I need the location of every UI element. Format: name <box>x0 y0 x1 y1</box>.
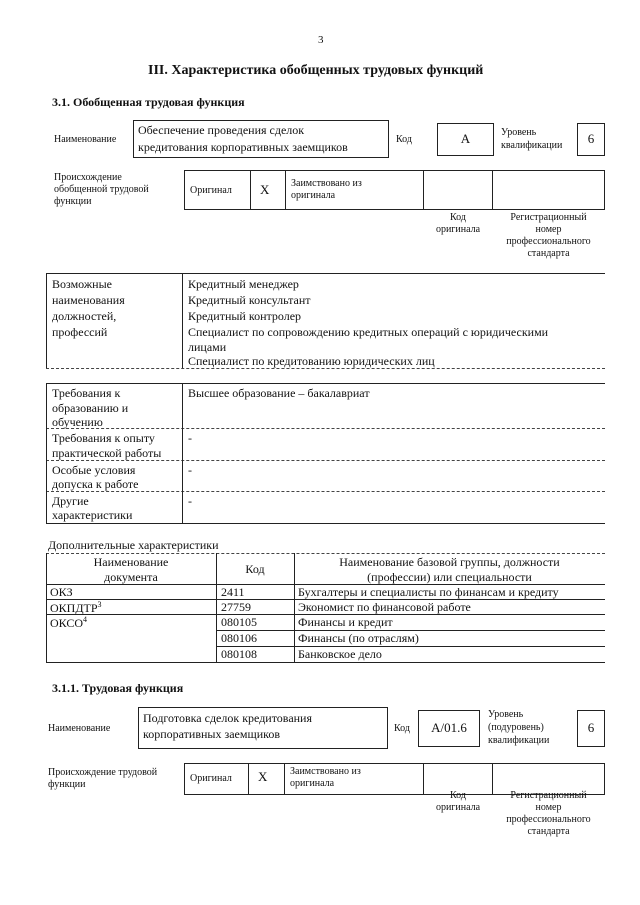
req-conditions-value: - <box>188 463 192 477</box>
table-row-code: 080105 <box>221 615 257 629</box>
req-conditions-label-2: допуска к работе <box>52 477 139 491</box>
position-item: Специалист по сопровождению кредитных операций с юридическими <box>188 325 549 339</box>
req-education-label-3: обучению <box>52 415 103 429</box>
table-row-name: Финансы (по отраслям) <box>298 631 419 645</box>
additional-title: Дополнительные характеристики <box>48 538 219 552</box>
gtf-origin-label-3: функции <box>54 196 92 207</box>
table-row-doc: ОКЗ <box>50 585 73 599</box>
positions-label-2: наименования <box>52 293 125 307</box>
col-doc-header-1: Наименование <box>93 555 169 569</box>
position-item: Кредитный контролер <box>188 309 302 323</box>
gtf-origin-label-1: Происхождение <box>54 172 122 183</box>
req-experience-value: - <box>188 431 192 445</box>
req-conditions-label-1: Особые условия <box>52 463 136 477</box>
tf-name-line2: корпоративных заемщиков <box>143 727 281 741</box>
tf-code-value: A/01.6 <box>431 720 467 735</box>
table-row-code: 080108 <box>221 647 257 661</box>
table-row-code: 080106 <box>221 631 257 645</box>
col-code-header: Код <box>245 562 265 576</box>
gtf-code-value: A <box>460 131 471 146</box>
tf-level-value: 6 <box>587 720 595 735</box>
col-doc-header-2: документа <box>104 570 158 584</box>
gtf-borrowed-1: Заимствовано из <box>291 178 362 189</box>
tf-borrowed-1: Заимствовано из <box>290 766 361 777</box>
tf-name-label: Наименование <box>48 723 111 734</box>
tf-level-label-1: Уровень <box>488 709 524 720</box>
req-experience-label-1: Требования к опыту <box>52 431 155 445</box>
gtf-code-original-1: Код <box>450 212 466 223</box>
tf-level-label-2: (подуровень) <box>488 722 544 733</box>
req-other-value: - <box>188 494 192 508</box>
tf-reg-1: Регистрационный <box>510 790 587 801</box>
tf-reg-4: стандарта <box>527 826 570 837</box>
tf-original-label: Оригинал <box>190 773 232 784</box>
position-item: лицами <box>188 340 227 354</box>
gtf-code-label: Код <box>396 134 412 145</box>
gtf-reg-3: профессионального <box>506 236 591 247</box>
gtf-reg-2: номер <box>535 224 562 235</box>
table-row-code: 27759 <box>221 600 251 614</box>
gtf-origin-table <box>184 170 605 210</box>
tf-reg-3: профессионального <box>506 814 591 825</box>
positions-label-4: профессий <box>52 325 108 339</box>
positions-label-3: должностей, <box>52 309 117 323</box>
tf-level-label-3: квалификации <box>488 735 550 746</box>
tf-heading: 3.1.1. Трудовая функция <box>52 681 184 695</box>
tf-reg-2: номер <box>535 802 562 813</box>
table-row-name: Экономист по финансовой работе <box>298 600 471 614</box>
gtf-name-line1: Обеспечение проведения сделок <box>138 123 305 137</box>
col-name-header-1: Наименование базовой группы, должности <box>339 555 560 569</box>
gtf-reg-1: Регистрационный <box>510 212 587 223</box>
gtf-origin-label-2: обобщенной трудовой <box>54 184 149 195</box>
table-row-name: Финансы и кредит <box>298 615 393 629</box>
gtf-level-label-1: Уровень <box>501 127 537 138</box>
table-row-name: Банковское дело <box>298 647 382 661</box>
gtf-name-line2: кредитования корпоративных заемщиков <box>138 140 348 154</box>
req-other-label-1: Другие <box>52 494 89 508</box>
table-row-doc: ОКСО$^4$ <box>50 615 88 630</box>
position-item: Специалист по кредитованию юридических лиц <box>188 354 435 368</box>
position-item: Кредитный менеджер <box>188 277 299 291</box>
col-name-header-2: (профессии) или специальности <box>367 570 532 584</box>
gtf-original-label: Оригинал <box>190 185 232 196</box>
req-education-label-1: Требования к <box>52 386 121 400</box>
gtf-code-original-2: оригинала <box>435 224 481 235</box>
gtf-heading: 3.1. Обобщенная трудовая функция <box>52 95 245 109</box>
gtf-borrowed-2: оригинала <box>291 190 336 201</box>
tf-original-mark: X <box>258 769 268 784</box>
gtf-reg-4: стандарта <box>527 248 570 259</box>
tf-code-label: Код <box>394 723 410 734</box>
tf-borrowed-2: оригинала <box>290 778 335 789</box>
tf-origin-label-1: Происхождение трудовой <box>48 767 158 778</box>
tf-code-original-1: Код <box>450 790 466 801</box>
tf-code-original-2: оригинала <box>435 802 481 813</box>
gtf-level-label-2: квалификации <box>501 140 563 151</box>
tf-origin-label-2: функции <box>48 779 86 790</box>
gtf-original-mark: X <box>260 182 270 197</box>
gtf-level-value: 6 <box>587 131 595 146</box>
tf-name-line1: Подготовка сделок кредитования <box>143 711 313 725</box>
req-other-label-2: характеристики <box>52 508 133 522</box>
table-row-doc: ОКПДТР$^3$ <box>50 600 102 615</box>
page-number: 3 <box>318 34 324 46</box>
table-row-code: 2411 <box>221 585 245 599</box>
table-row-name: Бухгалтеры и специалисты по финансам и кредиту <box>298 585 559 599</box>
req-experience-label-2: практической работы <box>52 446 162 460</box>
positions-label-1: Возможные <box>52 277 112 291</box>
req-education-value: Высшее образование – бакалавриат <box>188 386 370 400</box>
gtf-name-label: Наименование <box>54 134 117 145</box>
req-education-label-2: образованию и <box>52 401 129 415</box>
position-item: Кредитный консультант <box>188 293 311 307</box>
section-title: III. Характеристика обобщенных трудовых функций <box>148 63 484 78</box>
